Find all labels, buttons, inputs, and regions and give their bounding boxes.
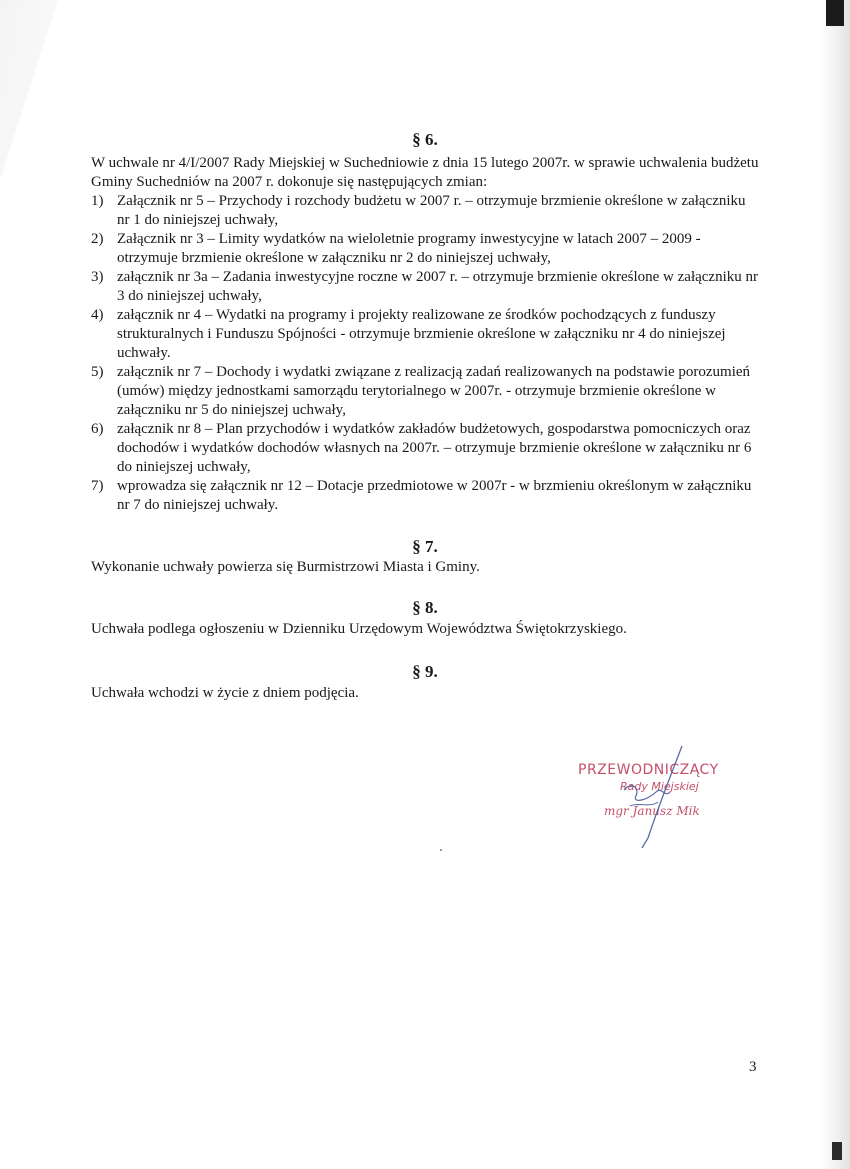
list-item-number: 1) <box>91 193 104 209</box>
chairman-stamp <box>560 742 740 852</box>
list-item <box>91 420 761 477</box>
section-6-intro: W uchwale nr 4/I/2007 Rady Miejskiej w Suchedniowie z dnia 15 lutego 2007r. w sprawie uchwalenia budżetu Gminy Suchedniów na 2007 r. dokonuje się następujących zmian: <box>91 155 759 190</box>
list-item-text: załącznik nr 8 – Plan przychodów i wydatków zakładów budżetowych, gospodarstwa pomocniczych oraz dochodów i wydatków dochodów własnych na 2007r. – otrzymuje brzmienie określone w załączniku nr 6 do niniejszej uchwały, <box>117 421 752 475</box>
list-item-text: załącznik nr 4 – Wydatki na programy i projekty realizowane ze środków pochodzących z funduszy strukturalnych i Funduszu Spójności - otrzymuje brzmienie określone w załączniku nr 4 do niniejszej uchwały. <box>117 307 726 361</box>
stamp-subtitle: Rady Miejskiej <box>620 780 699 793</box>
list-item-number: 6) <box>91 421 104 437</box>
scan-shadow-right <box>820 0 850 1169</box>
list-item-number: 5) <box>91 364 104 380</box>
list-item-number: 3) <box>91 269 104 285</box>
scan-shadow-left <box>0 0 60 1169</box>
scan-artifact-bottom <box>832 1142 842 1160</box>
section-9-text: Uchwała wchodzi w życie z dniem podjęcia. <box>91 685 359 701</box>
list-item-text: załącznik nr 7 – Dochody i wydatki związane z realizacją zadań realizowanych na podstawie porozumień (umów) między jednostkami samorządu terytorialnego w 2007r. - otrzymuje brzmienie określone w załączniku nr 5 do niniejszej uchwały, <box>117 364 751 418</box>
list-item <box>91 268 761 306</box>
list-item <box>91 192 761 230</box>
section-heading-8: § 8. <box>412 598 438 617</box>
list-item <box>91 477 761 515</box>
list-item <box>91 363 761 420</box>
list-item <box>91 306 761 363</box>
section-7-text: Wykonanie uchwały powierza się Burmistrzowi Miasta i Gminy. <box>91 559 480 575</box>
scan-speck <box>440 849 442 851</box>
section-heading-6: § 6. <box>412 130 438 149</box>
handwritten-signature <box>560 742 740 852</box>
amendments-list <box>91 192 761 515</box>
section-heading-7: § 7. <box>412 537 438 556</box>
section-heading-9: § 9. <box>412 662 438 681</box>
stamp-title: PRZEWODNICZĄCY <box>578 762 719 778</box>
page-number: 3 <box>749 1059 757 1075</box>
list-item-text: załącznik nr 3a – Zadania inwestycyjne roczne w 2007 r. – otrzymuje brzmienie określone w załączniku nr 3 do niniejszej uchwały, <box>117 269 758 304</box>
list-item-number: 2) <box>91 231 104 247</box>
list-item <box>91 230 761 268</box>
scan-artifact-top <box>826 0 844 26</box>
list-item-number: 7) <box>91 478 104 494</box>
list-item-text: Załącznik nr 3 – Limity wydatków na wieloletnie programy inwestycyjne w latach 2007 – 2009 - otrzymuje brzmienie określone w załączniku nr 2 do niniejszej uchwały, <box>117 231 701 266</box>
section-8-text: Uchwała podlega ogłoszeniu w Dzienniku Urzędowym Województwa Świętokrzyskiego. <box>91 621 627 637</box>
list-item-number: 4) <box>91 307 104 323</box>
list-item-text: wprowadza się załącznik nr 12 – Dotacje przedmiotowe w 2007r - w brzmieniu określonym w załączniku nr 7 do niniejszej uchwały. <box>117 478 752 513</box>
stamp-name: mgr Janusz Mik <box>604 804 700 818</box>
list-item-text: Załącznik nr 5 – Przychody i rozchody budżetu w 2007 r. – otrzymuje brzmienie określone w załączniku nr 1 do niniejszej uchwały, <box>117 193 746 228</box>
